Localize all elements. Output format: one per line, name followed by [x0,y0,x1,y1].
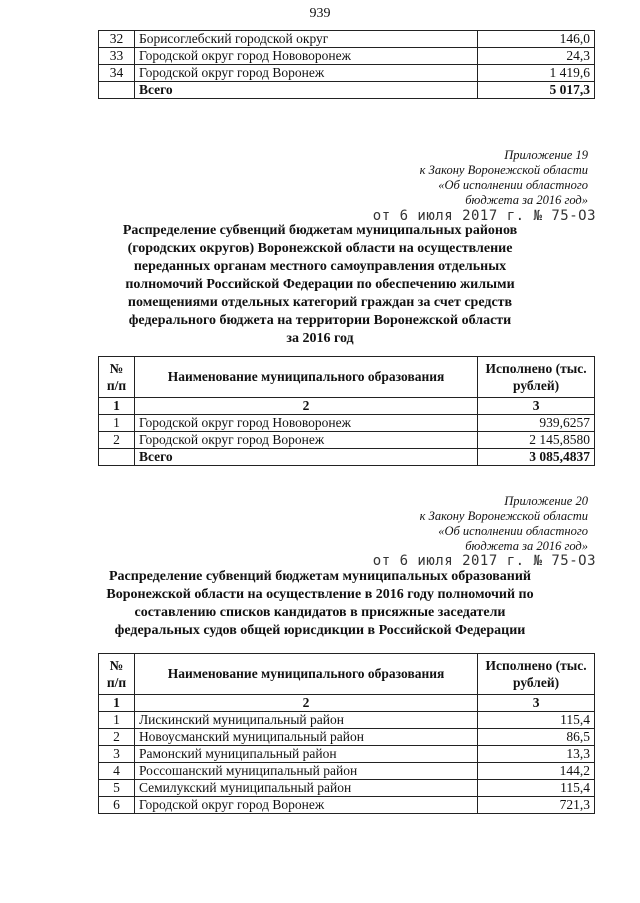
index-cell: 2 [134,398,477,415]
row-value: 115,4 [478,780,595,797]
table-row [99,65,595,82]
row-value: 146,0 [478,31,595,48]
appendix-line: Приложение 20 [504,494,588,508]
table-row [99,780,595,797]
empty-cell [99,82,135,99]
appendix-line: «Об исполнении областного [438,178,588,192]
index-cell: 1 [99,398,135,415]
title-line: федерального бюджета на территории Воронежской области [128,313,512,328]
appendix-line: бюджета за 2016 год» [465,539,588,553]
row-value: 86,5 [478,729,595,746]
row-number: 34 [99,65,135,82]
title-line: полномочий Российской Федерации по обеспечению жилыми [125,277,515,292]
header-value: Исполнено (тыс. рублей) [478,357,595,398]
row-value: 24,3 [478,48,595,65]
table-row [99,695,595,712]
table-row [99,712,595,729]
row-number: 33 [99,48,135,65]
title-line: (городских округов) Воронежской области на осуществление [127,241,513,256]
table-row [99,449,595,466]
row-name: Россошанский муниципальный район [134,763,477,780]
header-value: Исполнено (тыс. рублей) [478,654,595,695]
row-name: Семилукский муниципальный район [134,780,477,797]
row-value: 2 145,8580 [478,432,595,449]
table-header-row [99,357,595,398]
table-row [99,432,595,449]
page-number: 939 [309,6,331,21]
row-number: 2 [99,729,135,746]
table-1 [98,30,595,99]
row-name: Новоусманский муниципальный район [134,729,477,746]
table-row [99,398,595,415]
empty-cell [99,449,135,466]
row-number: 1 [99,415,135,432]
row-name: Рамонский муниципальный район [134,746,477,763]
table-row [99,82,595,99]
appendix-line: «Об исполнении областного [438,524,588,538]
appendix-line: к Закону Воронежской области [419,163,588,177]
row-name: Городской округ город Воронеж [134,65,477,82]
row-name: Борисоглебский городской округ [134,31,477,48]
appendix-19-caption [420,148,588,208]
total-label: Всего [134,82,477,99]
total-label: Всего [134,449,477,466]
row-number: 5 [99,780,135,797]
title-line: переданных органам местного самоуправления отдельных [133,259,507,274]
index-cell: 3 [478,695,595,712]
total-value: 5 017,3 [478,82,595,99]
title-line: Воронежской области на осуществление в 2016 году полномочий по [106,587,534,602]
row-name: Городской округ город Воронеж [134,797,477,814]
table-3 [98,653,595,814]
index-cell: 1 [99,695,135,712]
header-name: Наименование муниципального образования [134,357,477,398]
table-row [99,797,595,814]
row-number: 3 [99,746,135,763]
table-row [99,729,595,746]
law-date-stamp: от 6 июля 2017 г. № 75-ОЗ [372,208,596,224]
table-header-row [99,654,595,695]
title-line: за 2016 год [286,331,354,346]
row-name: Лискинский муниципальный район [134,712,477,729]
row-number: 2 [99,432,135,449]
row-name: Городской округ город Нововоронеж [134,415,477,432]
row-value: 721,3 [478,797,595,814]
table-row [99,48,595,65]
table-2 [98,356,595,466]
row-value: 939,6257 [478,415,595,432]
row-value: 13,3 [478,746,595,763]
title-line: составлению списков кандидатов в присяжные заседатели [134,605,506,620]
appendix-19-title [100,222,540,348]
row-number: 4 [99,763,135,780]
header-name: Наименование муниципального образования [134,654,477,695]
title-line: федеральных судов общей юрисдикции в Российской Федерации [114,623,526,638]
header-num: № п/п [99,357,135,398]
row-name: Городской округ город Воронеж [134,432,477,449]
row-number: 1 [99,712,135,729]
table-row [99,763,595,780]
index-cell: 2 [134,695,477,712]
appendix-line: бюджета за 2016 год» [465,193,588,207]
appendix-20-title [90,568,550,640]
row-number: 6 [99,797,135,814]
header-num: № п/п [99,654,135,695]
title-line: Распределение субвенций бюджетам муниципальных районов [122,223,518,238]
total-value: 3 085,4837 [478,449,595,466]
appendix-line: Приложение 19 [504,148,588,162]
row-value: 144,2 [478,763,595,780]
index-cell: 3 [478,398,595,415]
row-name: Городской округ город Нововоронеж [134,48,477,65]
title-line: Распределение субвенций бюджетам муниципальных образований [109,569,531,584]
law-date-stamp: от 6 июля 2017 г. № 75-ОЗ [372,553,596,569]
table-row [99,31,595,48]
appendix-20-caption [420,494,588,554]
table-row [99,746,595,763]
appendix-line: к Закону Воронежской области [419,509,588,523]
title-line: помещениями отдельных категорий граждан за счет средств [127,295,513,310]
row-number: 32 [99,31,135,48]
table-row [99,415,595,432]
row-value: 115,4 [478,712,595,729]
row-value: 1 419,6 [478,65,595,82]
